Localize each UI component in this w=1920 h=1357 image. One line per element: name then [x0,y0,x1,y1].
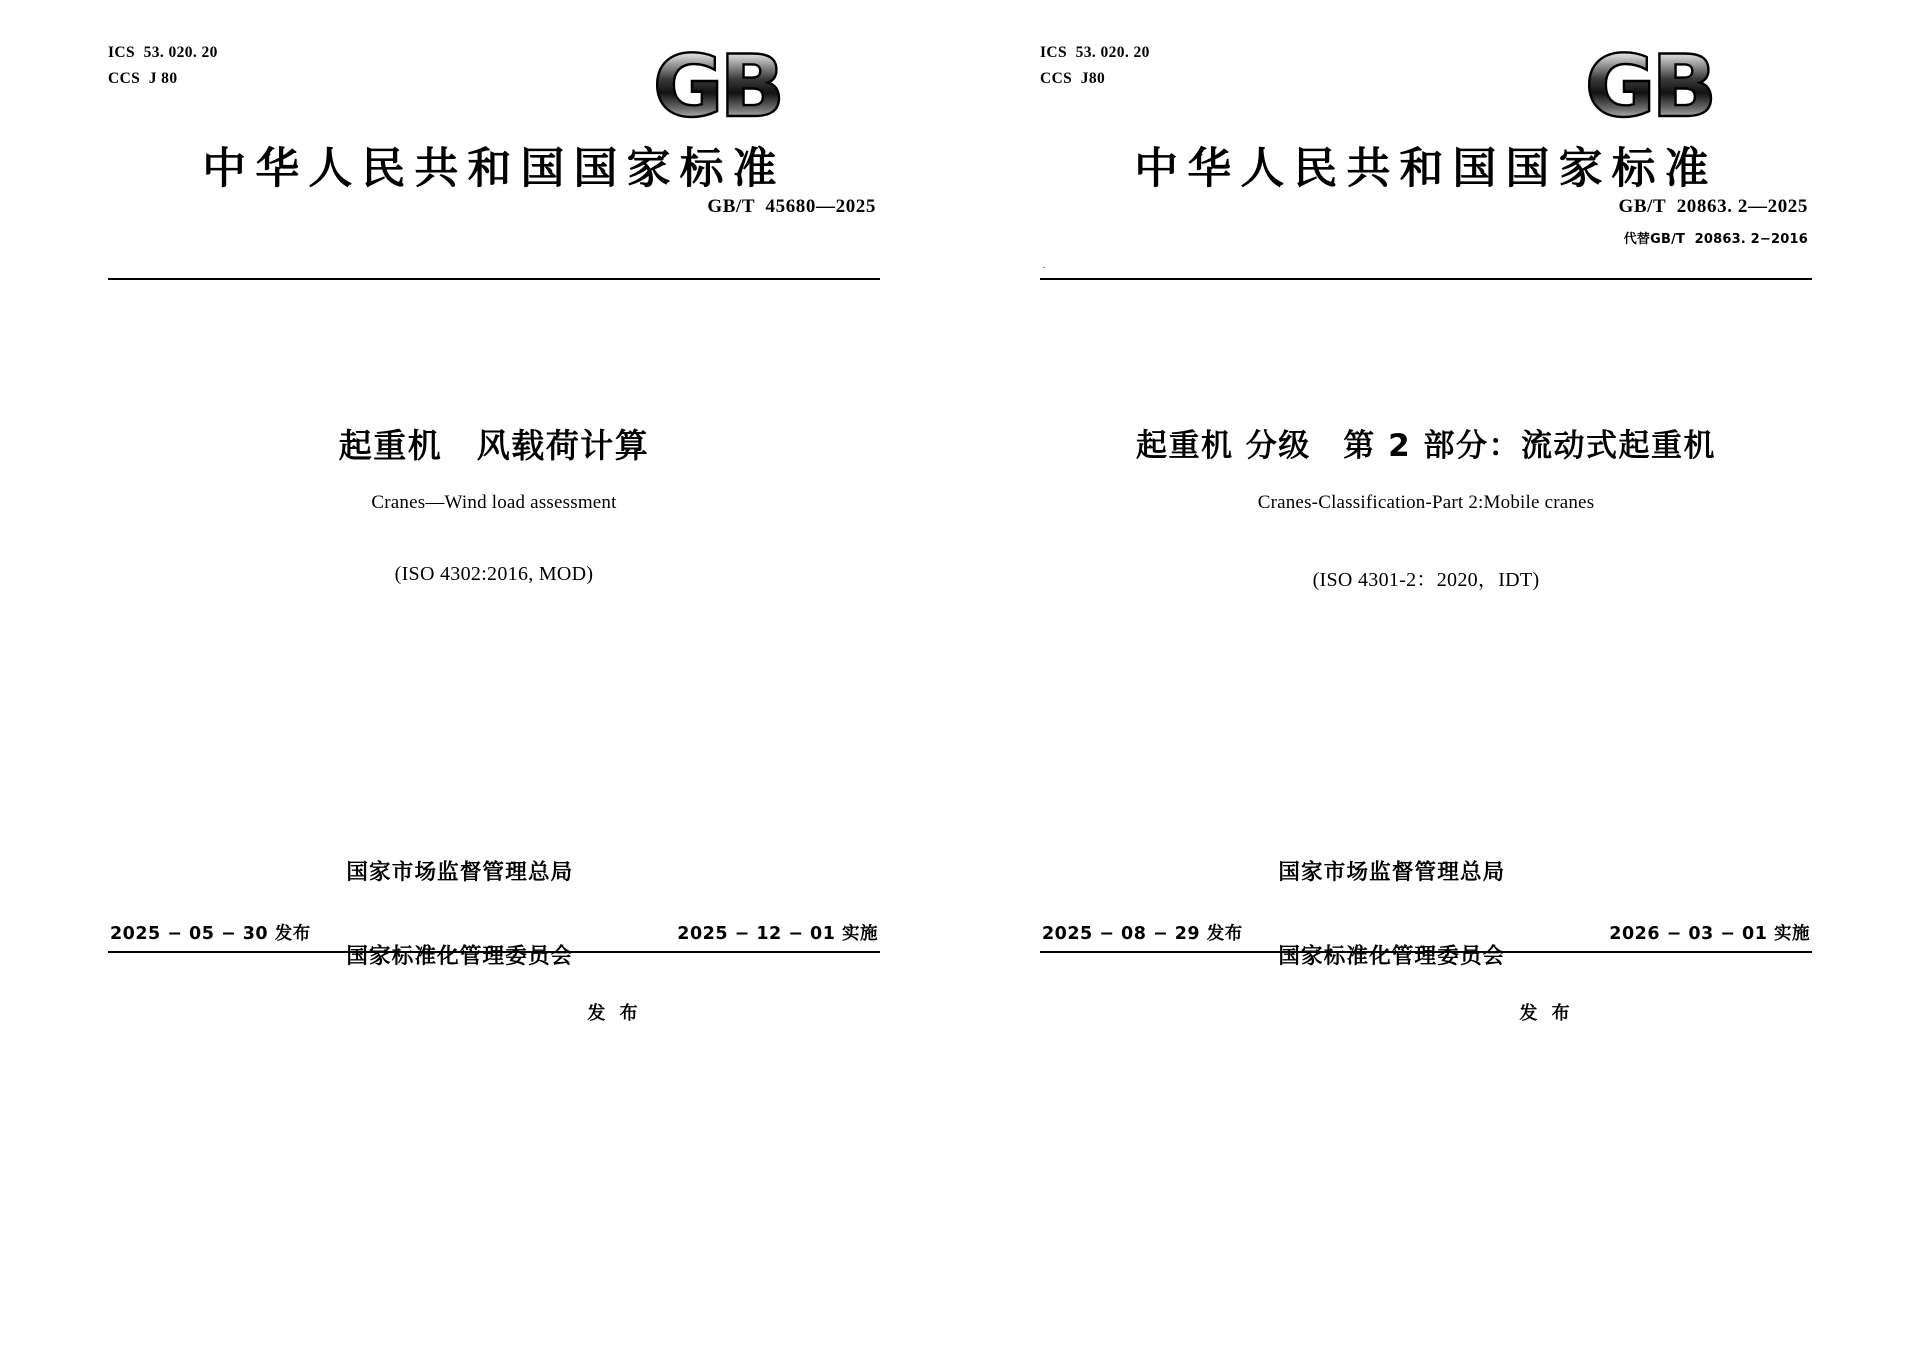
document-title-cn: 起重机 分级 第 2 部分：流动式起重机 [1136,428,1716,464]
document-title-cn: 起重机 风载荷计算 [338,426,650,465]
publisher-line-2: 国家标准化管理委员会 [346,944,574,969]
publisher-line-1: 国家市场监督管理总局 [1278,860,1506,885]
document-title-en: Cranes-Classification-Part 2:Mobile cranes [1257,492,1595,513]
publisher-line-1: 国家市场监督管理总局 [346,860,574,885]
svg-text:GB: GB [1584,40,1714,136]
issue-date: 2025 − 08 − 29 发布 [1042,924,1243,944]
national-standard-title: 中华人民共和国国家标准 [202,144,786,194]
classification-codes-left [108,40,218,92]
publisher-block [1040,803,1812,1027]
standard-number: GB/T 45680—2025 [707,196,876,217]
standard-cover-page-right [960,0,1920,1357]
publisher-block [108,803,880,1027]
ics-code: ICS 53. 020. 20 [108,44,218,61]
iso-reference: (ISO 4302:2016, MOD) [394,563,594,585]
page-artifact-mark: · [1042,262,1046,274]
document-title-en: Cranes—Wind load assessment [371,492,617,513]
header-rule [108,278,880,280]
iso-reference: (ISO 4301-2：2020，IDT) [1312,569,1540,591]
effective-date: 2025 − 12 − 01 实施 [677,924,878,944]
publisher-verb: 发 布 [587,1003,642,1024]
publisher-names [346,803,573,1027]
classification-codes-right [1040,40,1150,92]
svg-text:GB: GB [652,40,782,136]
ccs-code: CCS J80 [1040,70,1106,87]
gb-emblem-icon [622,40,812,136]
gb-emblem-icon [1554,40,1744,136]
publisher-verb: 发 布 [1519,1003,1574,1024]
publisher-names [1278,803,1505,1027]
ccs-code: CCS J 80 [108,70,178,87]
replaced-standard: 代替GB/T 20863. 2−2016 [1623,232,1808,247]
national-standard-title: 中华人民共和国国家标准 [1134,144,1718,194]
header-rule [1040,278,1812,280]
issue-date: 2025 − 05 − 30 发布 [110,924,311,944]
effective-date: 2026 − 03 − 01 实施 [1609,924,1810,944]
standard-number: GB/T 20863. 2—2025 [1618,196,1808,217]
publisher-line-2: 国家标准化管理委员会 [1278,944,1506,969]
ics-code: ICS 53. 020. 20 [1040,44,1150,61]
